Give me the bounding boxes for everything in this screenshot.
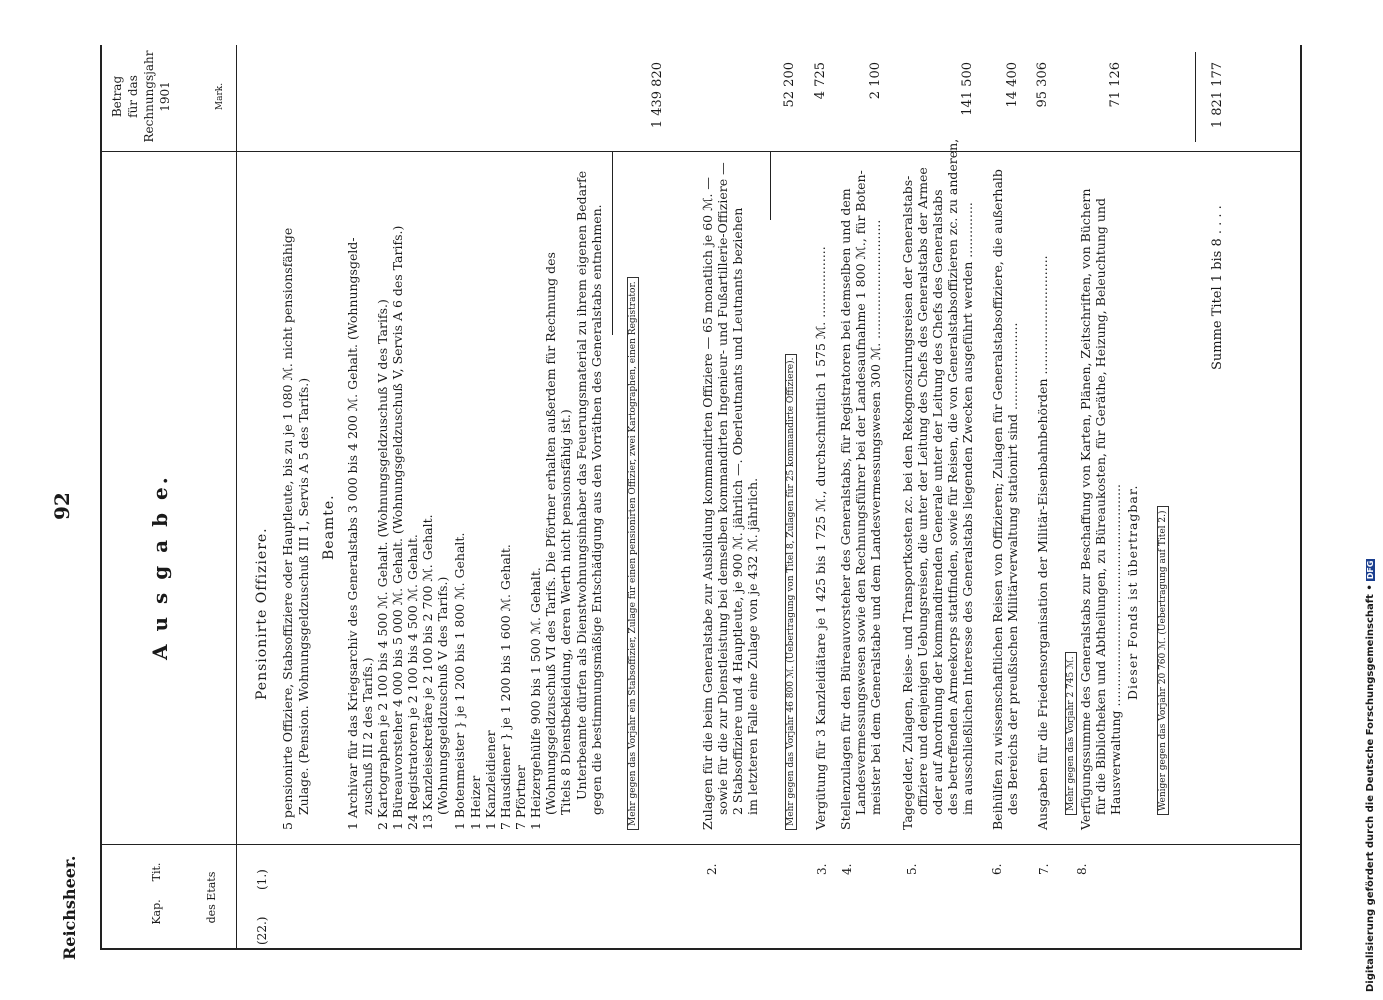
t1-b3: 1 Büreauvorsteher 4 000 bis 5 000 ℳ. Gehalt. (Wohnungsgeldzuschuß V, Servis A 6 des Tarifs.) bbox=[390, 225, 405, 830]
t1-b5b: (Wohnungsgeldzuschuß V des Tarifs.) bbox=[435, 576, 450, 815]
t7-line1: Ausgaben für die Friedensorganisation der Militär-Eisenbahnbehörden .............................. bbox=[1035, 255, 1050, 830]
col-betrag-2: für das bbox=[126, 75, 140, 118]
t1-b7: 1 Heizer bbox=[468, 775, 483, 830]
t5-line2: offiziere und denjenigen Uebungsreisen, die unter der Leitung des Chefs des Generalstabs der Armee bbox=[915, 167, 930, 815]
t2-line2: sowie für die zur Dienstleistung bei demselben kommandirten Ingenieur- und Fußartillerie-Offiziere — bbox=[715, 162, 730, 815]
t4-line3: meister bei dem Generalstabe und dem Landesvermessungswesen 300 ℳ. .............................. bbox=[868, 219, 883, 815]
tit-4-number: 4. bbox=[840, 863, 854, 875]
t2-amount: 52 200 bbox=[782, 62, 797, 108]
credit-text: Digitalisierung gefördert durch die Deutsche Forschungsgemeinschaft • bbox=[1365, 584, 1376, 992]
left-border bbox=[100, 948, 1300, 950]
t2-line4: im letzteren Falle eine Zulage von je 432 ℳ. jährlich. bbox=[745, 477, 760, 815]
section-header: Reichsheer. bbox=[60, 855, 79, 960]
t1-b11: 1 Heizergehülfe 900 bis 1 500 ℳ. Gehalt. bbox=[528, 567, 543, 830]
t8-line2: für die Bibliotheken und Abtheilungen, zu Büreaukosten, für Geräthe, Heizung, Beleuchtung und bbox=[1093, 198, 1108, 815]
t1-b6: 1 Botenmeister } je 1 200 bis 1 800 ℳ. Gehalt. bbox=[452, 532, 467, 830]
t1-line1: 5 pensionirte Offiziere, Stabsoffiziere oder Hauptleute, bis zu je 1 080 ℳ. nicht pensionsfähige bbox=[280, 227, 295, 830]
tit-7-number: 7. bbox=[1037, 863, 1051, 875]
t7-mehr-note bbox=[1058, 652, 1078, 815]
t7-mehr-text: Mehr gegen das Vorjahr 2 745 ℳ. bbox=[1065, 652, 1077, 815]
t1-b2: 2 Kartographen je 2 100 bis 4 500 ℳ. Gehalt. (Wohnungsgeldzuschuß V des Tarifs.) bbox=[375, 299, 390, 830]
t1-b4: 24 Registratoren je 2 100 bis 4 500 ℳ. Gehalt. bbox=[405, 534, 420, 830]
t7-amount: 95 306 bbox=[1035, 62, 1050, 108]
tit-3-number: 3. bbox=[815, 863, 829, 875]
tit-separator bbox=[100, 844, 1300, 845]
t8-line3: Hausverwaltung ........................................................ bbox=[1108, 483, 1123, 815]
header-rule bbox=[236, 45, 237, 950]
col-betrag-4: 1901 bbox=[158, 81, 172, 112]
t1-b1b: zuschuß III 2 des Tarifs.) bbox=[360, 657, 375, 815]
sum-rule bbox=[1195, 52, 1196, 142]
col-kap: Kap. bbox=[150, 899, 163, 925]
t5-line1: Tagegelder, Zulagen, Reise- und Transportkosten zc. bei den Rekognoszirungsreisen der Generalstabs- bbox=[900, 175, 915, 830]
t8-line4: Dieser Fonds ist übertragbar. bbox=[1125, 484, 1140, 700]
t1-b11b: (Wohnungsgeldzuschuß VI des Tarifs. Die Pförtner erhalten außerdem für Rechnung des bbox=[543, 252, 558, 815]
t6-line2: des Bereichs der preußischen Militärverwaltung stationirt sind ...................... bbox=[1005, 322, 1020, 815]
col-des-etats: des Etats bbox=[205, 871, 218, 924]
t2-rule bbox=[770, 152, 771, 220]
amount-separator bbox=[100, 151, 1300, 152]
t2-mehr-text: Mehr gegen das Vorjahr 46 800 ℳ. (Uebertragung von Titel 8, Zulagen für 25 kommandirte Offiziere). bbox=[785, 354, 797, 830]
t5-line5: im ausschließlichen Interesse des Generalstabs liegenden Zwecken ausgeführt werden .............. bbox=[960, 202, 975, 815]
col-tit: Tit. bbox=[150, 862, 163, 882]
t8-line1: Verfügungssumme des Generalstabs zur Beschaffung von Karten, Plänen, Zeitschriften, von Büchern bbox=[1078, 188, 1093, 830]
t1-b11c: Titels 8 Dienstbekleidung, deren Werth nicht pensionsfähig ist.) bbox=[558, 409, 573, 815]
page-number: 92 bbox=[50, 492, 74, 520]
beamte-heading: Beamte. bbox=[321, 494, 337, 560]
t1-b1: 1 Archivar für das Kriegsarchiv des Generalstabs 3 000 bis 4 200 ℳ. Gehalt. (Wohnungsgeld- bbox=[345, 237, 360, 830]
t1-line2: Zulage. (Pension. Wohnungsgeldzuschuß III 1, Servis A 5 des Tarifs.) bbox=[296, 377, 311, 815]
kap-number: (22.) bbox=[255, 916, 269, 945]
t1-b12: Unterbeamte dürfen als Dienstwohnungsinhaber das Feuerungsmaterial zu ihrem eigenen Bedarfe bbox=[574, 170, 589, 800]
t3-amount: 4 725 bbox=[813, 62, 828, 100]
t1-rule bbox=[612, 152, 613, 335]
t4-line1: Stellenzulagen für den Büreauvorsteher des Generalstabs, für Registratoren bei demselben und dem bbox=[838, 188, 853, 830]
tit-8-number: 8. bbox=[1075, 863, 1089, 875]
bottom-rule bbox=[1300, 45, 1302, 950]
top-rule bbox=[100, 45, 102, 950]
tit-1-number: (1.) bbox=[255, 869, 269, 890]
t1-b5: 13 Kanzleisekretäre je 2 100 bis 2 700 ℳ. Gehalt. bbox=[420, 514, 435, 830]
t1-b10: 7 Pförtner bbox=[513, 765, 528, 830]
t8-amount: 71 126 bbox=[1108, 62, 1123, 108]
t3-line1: Vergütung für 3 Kanzleidiätare je 1 425 bis 1 725 ℳ., durchschnittlich 1 575 ℳ. .................. bbox=[813, 246, 828, 830]
page-title: A u s g a b e. bbox=[148, 474, 172, 660]
t1-b8: 1 Kanzleidiener bbox=[483, 730, 498, 830]
sum-label: Summe Titel 1 bis 8 . . . . bbox=[1210, 205, 1225, 370]
t6-line1: Beihülfen zu wissenschaftlichen Reisen von Offizieren; Zulagen für Generalstabsoffiziere, die außerhalb bbox=[990, 169, 1005, 830]
t1-mehr-text: Mehr gegen das Vorjahr ein Stabsoffizier, Zulage für einen pensionirten Offizier, zwei Kartographen, einen Registrator. bbox=[627, 277, 639, 830]
t5-line3: oder auf Anordnung der kommandirenden Generale unter der Leitung des Chefs des Generalstabs bbox=[930, 189, 945, 815]
t1-mehr-note bbox=[620, 277, 640, 830]
col-betrag-unit: Mark. bbox=[215, 82, 225, 111]
t2-mehr-note bbox=[778, 354, 798, 830]
t5-amount: 141 500 bbox=[960, 62, 975, 116]
digitization-credit bbox=[1365, 559, 1376, 992]
t8-weniger-text: Weniger gegen das Vorjahr 20 760 ℳ. (Uebertragung auf Titel 2.) bbox=[1157, 506, 1169, 815]
t5-line4: des betreffenden Armeekorps stattfinden, sowie für Reisen, die von Generalstabsoffizieren zc. zu anderen, bbox=[945, 138, 960, 815]
sum-amount: 1 821 177 bbox=[1210, 62, 1225, 129]
t1-b9: 7 Hausdiener } je 1 200 bis 1 600 ℳ. Gehalt. bbox=[498, 544, 513, 830]
tit-6-number: 6. bbox=[990, 863, 1004, 875]
t4-amount: 2 100 bbox=[868, 62, 883, 100]
tit-2-number: 2. bbox=[705, 863, 719, 875]
t8-weniger-note bbox=[1150, 506, 1170, 815]
t2-line1: Zulagen für die beim Generalstabe zur Ausbildung kommandirten Offiziere — 65 monatlich je 60 ℳ. — bbox=[700, 177, 715, 830]
t1-heading: Pensionirte Offiziere. bbox=[254, 527, 270, 700]
t1-amount: 1 439 820 bbox=[650, 62, 665, 129]
tit-5-number: 5. bbox=[905, 863, 919, 875]
t4-line2: Landesvermessungswesen sowie den Rechnungsführer bei der Landesaufnahme 1 800 ℳ., für Boten- bbox=[853, 170, 868, 815]
t6-amount: 14 400 bbox=[1005, 62, 1020, 108]
t1-b12b: gegen die bestimmungsmäßige Entschädigung aus den Vorräthen des Generalstabs entnehmen. bbox=[589, 204, 604, 815]
dfg-logo: DFG bbox=[1366, 560, 1375, 580]
col-betrag-3: Rechnungsjahr bbox=[142, 50, 156, 143]
t2-line3: 2 Stabsoffiziere und 4 Hauptleute, je 900 ℳ. jährlich —. Oberleutnants und Leutnants beziehen bbox=[730, 207, 745, 815]
col-betrag-1: Betrag bbox=[110, 75, 124, 118]
